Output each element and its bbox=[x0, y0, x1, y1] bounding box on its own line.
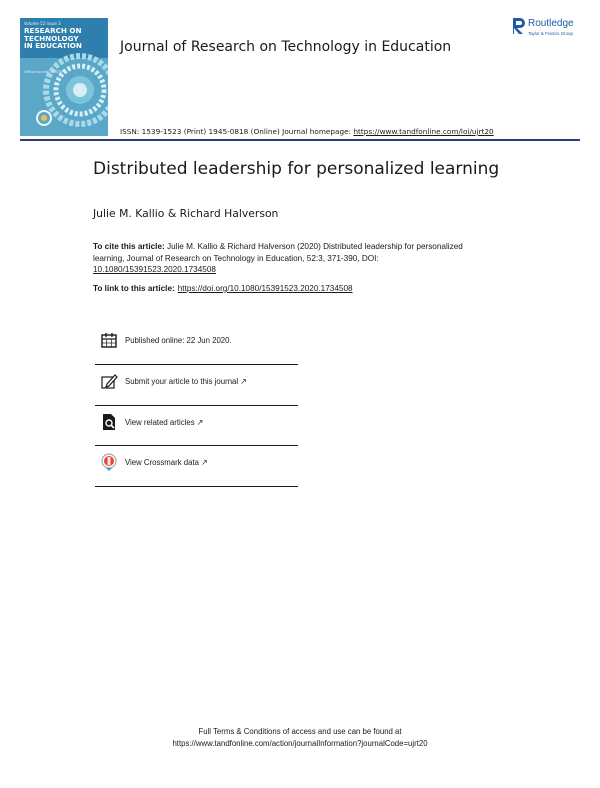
related-articles-link[interactable]: View related articles ↗ bbox=[125, 418, 204, 427]
article-authors: Julie M. Kallio & Richard Halverson bbox=[93, 207, 279, 220]
journal-title: Journal of Research on Technology in Education bbox=[120, 39, 452, 55]
cover-title: RESEARCH ON TECHNOLOGY IN EDUCATION bbox=[24, 26, 82, 51]
external-link-icon: ↗ bbox=[240, 377, 247, 386]
cite-label: To cite this article: bbox=[93, 242, 165, 251]
divider bbox=[95, 364, 298, 365]
published-online: Published online: 22 Jun 2020. bbox=[125, 336, 232, 345]
footer-terms-link[interactable]: https://www.tandfonline.com/action/journalInformation?journalCode=ujrt20 bbox=[172, 739, 428, 748]
edit-icon bbox=[100, 372, 118, 390]
divider bbox=[95, 445, 298, 446]
cover-editors: Official Journal of ISTE bbox=[24, 70, 63, 74]
calendar-icon bbox=[100, 331, 118, 349]
doi-link[interactable]: 10.1080/15391523.2020.1734508 bbox=[93, 265, 216, 275]
external-link-icon: ↗ bbox=[200, 458, 208, 467]
footer-terms: Full Terms & Conditions of access and use can be found at bbox=[198, 727, 402, 736]
journal-homepage-link[interactable]: https://www.tandfonline.com/loi/ujrt20 bbox=[353, 127, 494, 136]
publisher-name: Routledge bbox=[528, 18, 574, 29]
crossmark-data-link[interactable]: View Crossmark data ↗ bbox=[125, 458, 208, 467]
citation-block bbox=[93, 241, 493, 276]
routledge-logo-icon bbox=[511, 17, 527, 35]
header-rule bbox=[20, 139, 580, 141]
link-label: To link to this article: bbox=[93, 284, 175, 293]
divider bbox=[95, 486, 298, 487]
issn-text: ISSN: 1539-1523 (Print) 1945-0818 (Online) Journal homepage: bbox=[120, 127, 354, 136]
external-link-icon: ↗ bbox=[196, 418, 204, 427]
document-search-icon bbox=[100, 413, 118, 431]
submit-article-link[interactable]: Submit your article to this journal ↗ bbox=[125, 377, 247, 386]
cover-issue: Volume 52 Issue 3 bbox=[24, 21, 61, 26]
cite-text: Julie M. Kallio & Richard Halverson (2020) Distributed leadership for personalized learning, Journal of Research on Technology in Education, 52:3, 371-390, DOI: bbox=[93, 242, 463, 263]
article-doi-url-link[interactable]: https://doi.org/10.1080/15391523.2020.1734508 bbox=[177, 284, 353, 293]
issn-line bbox=[120, 127, 494, 136]
article-title: Distributed leadership for personalized learning bbox=[93, 159, 500, 179]
publisher-tagline: Taylor & Francis Group bbox=[528, 31, 573, 36]
crossmark-icon bbox=[100, 453, 118, 471]
divider bbox=[95, 405, 298, 406]
article-link-line bbox=[93, 284, 353, 293]
journal-cover bbox=[20, 18, 108, 136]
